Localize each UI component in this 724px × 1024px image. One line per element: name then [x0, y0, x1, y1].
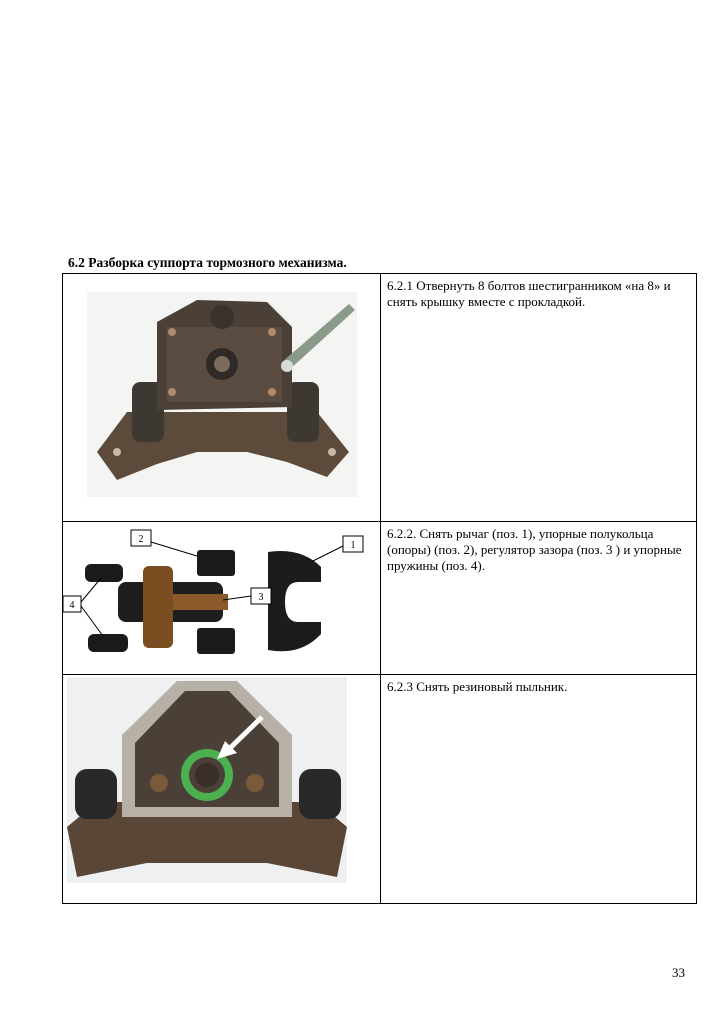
- step-6-2-1-text: 6.2.1 Отвернуть 8 болтов шестигранником «на 8» и снять крышку вместе с прокладкой.: [381, 274, 697, 522]
- photo-caliper-cover: [87, 292, 357, 497]
- callout-3: 3: [258, 592, 264, 603]
- steps-table: [62, 273, 697, 904]
- page-number: 33: [672, 965, 685, 980]
- table-row: [63, 675, 697, 904]
- callout-2: 2: [138, 534, 144, 545]
- table-row: [63, 522, 697, 675]
- step-6-2-2-text: 6.2.2. Снять рычаг (поз. 1), упорные полукольца (опоры) (поз. 2), регулятор зазора (поз. 3 ) и упорные пружины (поз. 4).: [381, 522, 697, 675]
- photo-cell-step-2: [63, 522, 381, 675]
- photo-cell-step-3: [63, 675, 381, 904]
- callout-1: 1: [350, 540, 356, 551]
- section-title: 6.2 Разборка суппорта тормозного механизма.: [68, 255, 347, 270]
- step-6-2-3-text: 6.2.3 Снять резиновый пыльник.: [381, 675, 697, 904]
- photo-disassembled-parts: [63, 522, 380, 670]
- table-row: [63, 274, 697, 522]
- callout-4: 4: [69, 600, 75, 611]
- photo-dust-boot: [67, 677, 347, 883]
- photo-cell-step-1: [63, 274, 381, 522]
